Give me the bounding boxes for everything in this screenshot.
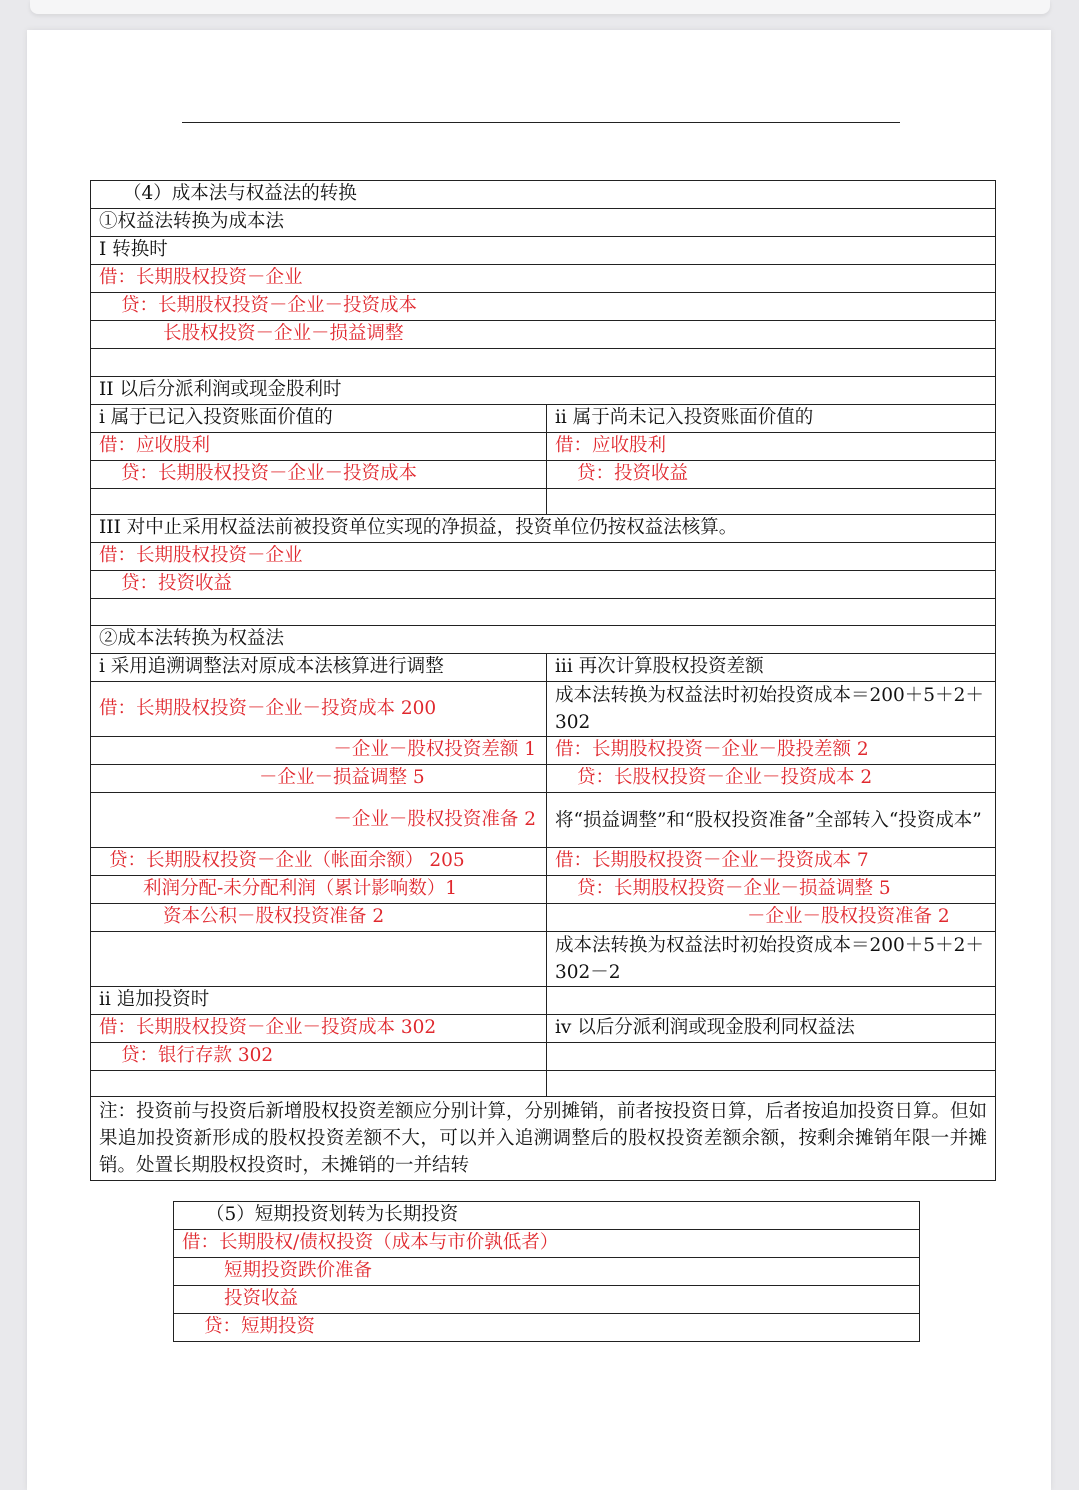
retro-debit-diff: －企业－股权投资差额 1 xyxy=(91,737,547,765)
retro-debit-reserve: －企业－股权投资准备 2 xyxy=(91,793,547,848)
recalc-credit: 贷：长股权投资－企业－投资成本 2 xyxy=(547,765,996,793)
dividend-recorded-credit: 贷：长期股权投资－企业－投资成本 xyxy=(91,461,547,489)
transfer-note: 将“损益调整”和“股权投资准备”全部转入“投资成本” xyxy=(547,793,996,848)
blank-cell xyxy=(547,489,996,515)
step-dividend: II 以后分派利润或现金股利时 xyxy=(91,377,996,405)
additional-investment-head: ii 追加投资时 xyxy=(91,987,547,1015)
short-debit-reserve: 短期投资跌价准备 xyxy=(174,1258,920,1286)
dividend-unrecorded-head: ii 属于尚未记入投资账面价值的 xyxy=(547,405,996,433)
blank-cell xyxy=(91,489,547,515)
retro-credit-balance: 贷：长期股权投资－企业（帐面余额） 205 xyxy=(91,848,547,876)
suspended-debit: 借：长期股权投资－企业 xyxy=(91,543,996,571)
step-conversion: I 转换时 xyxy=(91,237,996,265)
additional-credit: 贷：银行存款 302 xyxy=(91,1043,547,1071)
dividend-unrecorded-debit: 借：应收股利 xyxy=(547,433,996,461)
retro-credit-reserve: 资本公积－股权投资准备 2 xyxy=(91,904,547,932)
section-title-4: （4）成本法与权益法的转换 xyxy=(91,181,996,209)
entry-debit: 借：长期股权投资－企业 xyxy=(91,265,996,293)
initial-cost-formula-2: 成本法转换为权益法时初始投资成本＝200＋5＋2＋302－2 xyxy=(547,932,996,987)
blank-cell xyxy=(547,1071,996,1097)
subsection-cost-to-equity: ②成本法转换为权益法 xyxy=(91,626,996,654)
subsection-equity-to-cost: ①权益法转换为成本法 xyxy=(91,209,996,237)
transfer-debit: 借：长期股权投资－企业－投资成本 7 xyxy=(547,848,996,876)
conversion-table xyxy=(90,180,996,1181)
recalc-debit: 借：长期股权投资－企业－股投差额 2 xyxy=(547,737,996,765)
blank-cell xyxy=(547,1043,996,1071)
entry-credit-2: 长股权投资－企业－损益调整 xyxy=(91,321,996,349)
previous-page-edge xyxy=(30,0,1050,14)
note-paragraph: 注：投资前与投资后新增股权投资差额应分别计算，分别摊销，前者按投资日算，后者按追加投资日算。但如果追加投资新形成的股权投资差额不大，可以并入追溯调整后的股权投资差额余额，按剩余摊销年限一并摊销。处置长期股权投资时，未摊销的一并结转 xyxy=(91,1097,996,1181)
initial-cost-formula: 成本法转换为权益法时初始投资成本＝200＋5＋2＋302 xyxy=(547,682,996,737)
additional-debit: 借：长期股权投资－企业－投资成本 302 xyxy=(91,1015,547,1043)
blank-cell xyxy=(547,987,996,1015)
transfer-credit-adjust: 贷：长期股权投资－企业－损益调整 5 xyxy=(547,876,996,904)
dividend-recorded-debit: 借：应收股利 xyxy=(91,433,547,461)
short-credit: 贷：短期投资 xyxy=(174,1314,920,1342)
step-suspended: III 对中止采用权益法前被投资单位实现的净损益，投资单位仍按权益法核算。 xyxy=(91,515,996,543)
header-rule xyxy=(182,122,900,123)
retro-debit-cost: 借：长期股权投资－企业－投资成本 200 xyxy=(91,682,547,737)
retro-adjust-head: i 采用追溯调整法对原成本法核算进行调整 xyxy=(91,654,547,682)
short-to-long-table xyxy=(173,1201,920,1342)
suspended-credit: 贷：投资收益 xyxy=(91,571,996,599)
section-title-5: （5）短期投资划转为长期投资 xyxy=(174,1202,920,1230)
retro-debit-adjust: －企业－损益调整 5 xyxy=(91,765,547,793)
transfer-credit-reserve: －企业－股权投资准备 2 xyxy=(547,904,996,932)
blank-row xyxy=(91,599,996,626)
dividend-recorded-head: i 属于已记入投资账面价值的 xyxy=(91,405,547,433)
blank-cell xyxy=(91,1071,547,1097)
later-dividend-note: iv 以后分派利润或现金股利同权益法 xyxy=(547,1015,996,1043)
retro-credit-profit: 利润分配-未分配利润（累计影响数）1 xyxy=(91,876,547,904)
short-debit-income: 投资收益 xyxy=(174,1286,920,1314)
short-debit: 借：长期股权/债权投资（成本与市价孰低者） xyxy=(174,1230,920,1258)
dividend-unrecorded-credit: 贷：投资收益 xyxy=(547,461,996,489)
blank-row xyxy=(91,349,996,377)
entry-credit: 贷：长期股权投资－企业－投资成本 xyxy=(91,293,996,321)
blank-cell xyxy=(91,932,547,987)
recalc-diff-head: iii 再次计算股权投资差额 xyxy=(547,654,996,682)
